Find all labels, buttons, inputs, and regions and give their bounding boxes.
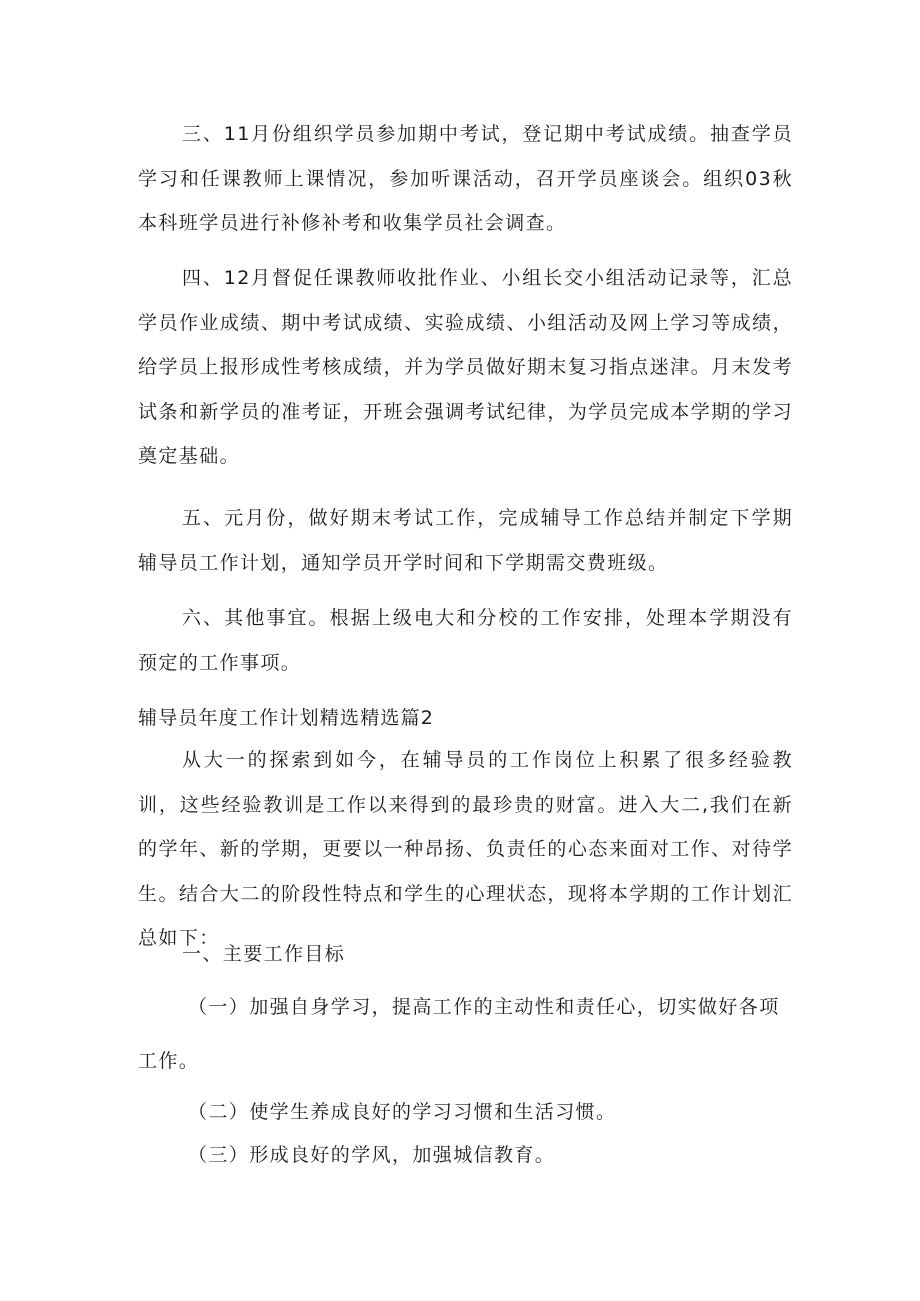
paragraph-other-matters: 六、其他事宜。根据上级电大和分校的工作安排，处理本学期没有预定的工作事项。 [138, 607, 793, 674]
goal-item-3: （三）形成良好的学风，加强城信教育。 [188, 1144, 556, 1166]
paragraph-january: 五、元月份，做好期末考试工作，完成辅导工作总结并制定下学期辅导员工作计划，通知学员开学时间和下学期需交费班级。 [138, 507, 793, 574]
goal-item-2: （二）使学生养成良好的学习习惯和生活习惯。 [188, 1101, 617, 1123]
paragraph-intro: 从大一的探索到如今，在辅导员的工作岗位上积累了很多经验教训，这些经验教训是工作以来得到的最珍贵的财富。进入大二,我们在新的学年、新的学期，更要以一种昂扬、负责任的心态来面对工作、对待学生。结合大二的阶段性特点和学生的心理状态，现将本学期的工作计划汇总如下： [138, 749, 793, 949]
paragraph-november: 三、11月份组织学员参加期中考试，登记期中考试成绩。抽查学员学习和任课教师上课情况，参加听课活动，召开学员座谈会。组织03秋本科班学员进行补修补考和收集学员社会调查。 [138, 123, 793, 234]
section-heading: 辅导员年度工作计划精选精选篇2 [138, 707, 435, 729]
subsection-title: 一、主要工作目标 [182, 943, 346, 965]
goal-item-1: （一）加强自身学习，提高工作的主动性和责任心，切实做好各项工作。 [138, 996, 780, 1072]
paragraph-december: 四、12月督促任课教师收批作业、小组长交小组活动记录等，汇总学员作业成绩、期中考试成绩、实验成绩、小组活动及网上学习等成绩，给学员上报形成性考核成绩，并为学员做好期末复习指点迷津。月末发考试条和新学员的准考证，开班会强调考试纪律，为学员完成本学期的学习奠定基础。 [138, 267, 793, 467]
